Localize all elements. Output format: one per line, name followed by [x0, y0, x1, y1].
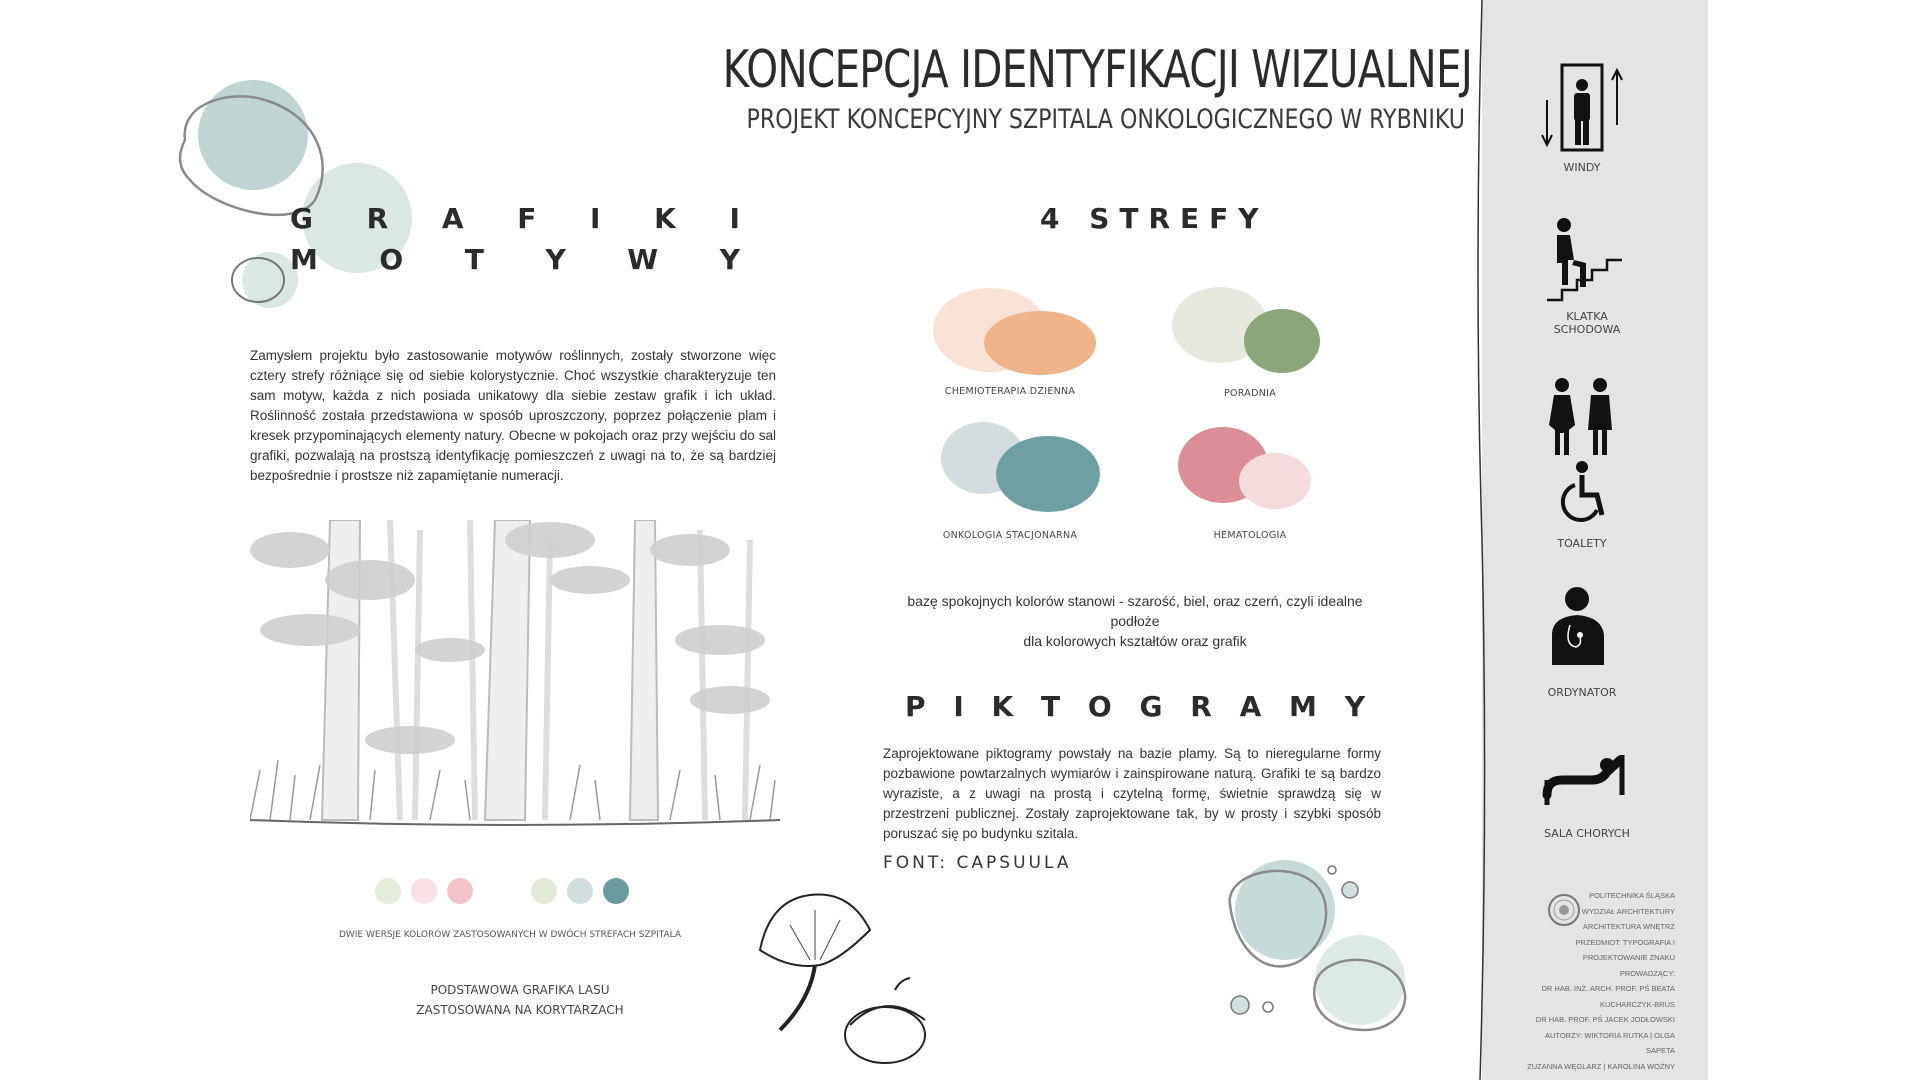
decorative-blobs-top-left: [175, 70, 435, 320]
toilets-icon: [1537, 375, 1627, 535]
pictograms-description: Zaprojektowane piktogramy powstały na bazie plamy. Są to nieregularne formy pozbawione powtarzalnych wymiarów i zainspirowane naturą. Grafiki te są bardzo wyraziste, a z uwagi na prostą i czytelną formę, świetnie sprawdzą się w przestrzeni publicznej. Zostały zaprojektowane tak, by w prosty i szybki sposób poruszać się po budynku szitala.: [883, 746, 1381, 841]
pictograms-title: P I K T O G R A M Y: [905, 690, 1365, 723]
palette-swatch: [447, 878, 473, 904]
zone-hematology-blobs: [1175, 425, 1335, 525]
decorative-blobs-bottom-right: [1220, 855, 1430, 1055]
graphics-title-line2: M O T Y W Y: [290, 243, 740, 276]
palette-swatch: [375, 878, 401, 904]
sidebar-divider: [1470, 0, 1490, 1080]
palette-caption: DWIE WERSJE KOLORÓW ZASTOSOWANYCH W DWÓCH STREFACH SZPITALA: [338, 930, 682, 940]
base-colors-note: bazę spokojnych kolorów stanowi - szarość, biel, oraz czerń, czyli idealne podłoże dla kolorowych kształtów oraz grafik: [907, 593, 1363, 649]
pictogram-label: ORDYNATOR: [1547, 686, 1617, 699]
zones-title: 4 STREFY: [1040, 202, 1269, 235]
palette-swatch: [411, 878, 437, 904]
ginkgo-acorn-illustration: [750, 890, 950, 1070]
doctor-icon: [1542, 585, 1622, 675]
page-title: KONCEPCJA IDENTYFIKACJI WIZUALNEJ: [722, 40, 1472, 100]
graphics-description: Zamysłem projektu było zastosowanie motywów roślinnych, zostały stworzone więc cztery strefy różniące się od siebie kolorystycznie. Choć wszystkie charakteryzuje ten sam motyw, każda z nich posiada unikatowy dla siebie zestaw grafik i ich układ. Roślinność została przedstawiona w sposób uproszczony, poprzez połączenie plam i kresek przypominających elementy natury. Obecne w pokojach oraz przy wejściu do sal grafiki, pozwalają na prostszą identyfikację pomieszczeń z uwagi na to, że są bardziej bezpośrednie i prostsze niż zapamiętanie numeracji.: [250, 348, 776, 483]
palette-swatch: [531, 878, 557, 904]
palette-swatch: [567, 878, 593, 904]
zone-label: PORADNIA: [1223, 388, 1277, 399]
zone-clinic-blobs: [1170, 285, 1340, 385]
page-subtitle: PROJEKT KONCEPCYJNY SZPITALA ONKOLOGICZNEGO W RYBNIKU: [746, 104, 1465, 135]
elevator-icon: [1537, 60, 1627, 155]
pictogram-label: KLATKA SCHODOWA: [1553, 310, 1621, 336]
zone-oncology-blobs: [940, 420, 1110, 520]
pictogram-sidebar: [1482, 0, 1708, 1080]
zone-label: HEMATOLOGIA: [1213, 530, 1287, 541]
font-label: FONT: CAPSUULA: [883, 853, 1072, 873]
zone-label: ONKOLOGIA STACJONARNA: [942, 530, 1078, 541]
zone-label: CHEMIOTERAPIA DZIENNA: [944, 386, 1076, 397]
forest-caption: PODSTAWOWA GRAFIKA LASU ZASTOSOWANA NA KORYTARZACH: [416, 983, 624, 1017]
forest-illustration: [250, 520, 780, 840]
graphics-title-line1: G R A F I K I: [290, 202, 740, 235]
pictogram-label: WINDY: [1563, 161, 1601, 174]
zone-chemotherapy-blobs: [930, 285, 1110, 385]
pictogram-label: TOALETY: [1557, 537, 1607, 550]
patient-bed-icon: [1542, 750, 1632, 815]
color-palette: [375, 878, 645, 908]
pictogram-label: SALA CHORYCH: [1544, 827, 1630, 840]
palette-swatch: [603, 878, 629, 904]
stairs-icon: [1542, 215, 1632, 305]
credits-block: POLITECHNIKA ŚLĄSKA WYDZIAŁ ARCHITEKTURY ARCHITEKTURA WNĘTRZ PRZEDMIOT: TYPOGRAFIA I PROJEKTOWANIE ZNAKU PROWADZĄCY: DR HAB. INŻ. ARCH. PROF. PŚ BEATA KUCHARCZYK-BRUS DR HAB. PROF. PŚ JACEK JODŁOWSKI AUTORZY: WIKTORIA RUTKA | OLGA SAPETA ZUZANNA WĘGLARZ | KAROLINA WOŹNY: [1527, 891, 1675, 1071]
